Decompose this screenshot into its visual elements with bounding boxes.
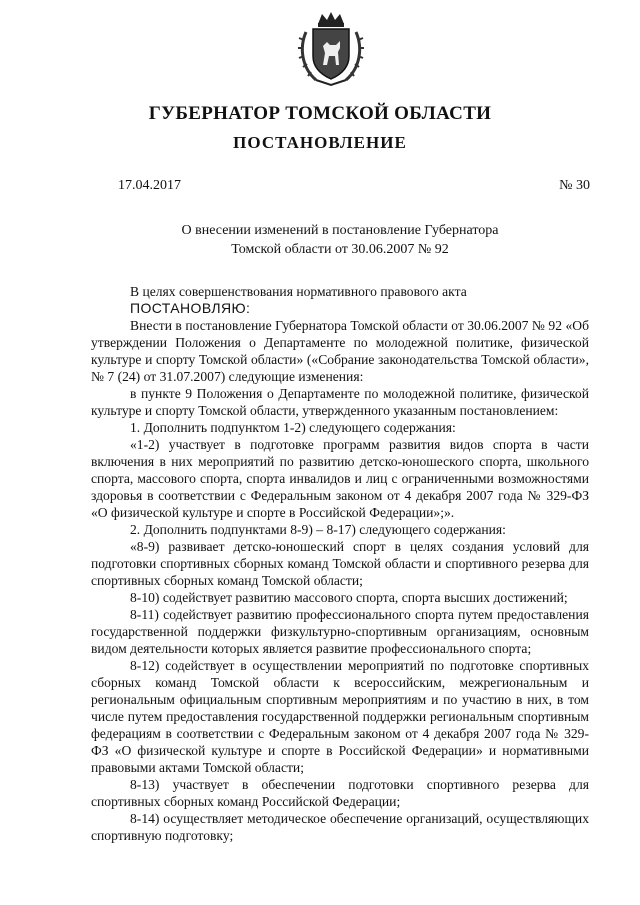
subject-line-1: О внесении изменений в постановление Губернатора bbox=[181, 223, 499, 238]
decree-number: № 30 bbox=[559, 178, 590, 193]
subitem-8-9-paragraph: «8-9) развивает детско-юношеский спорт в целях создания условий для подготовки спортивных сборных команд Томской области и спортивного резерва для спортивных сборных команд Томской области; bbox=[91, 539, 589, 588]
decree-title: ПОСТАНОВЛЕНИЕ bbox=[233, 133, 407, 152]
item-1-heading: 1. Дополнить подпунктом 1-2) следующего содержания: bbox=[130, 420, 456, 435]
governor-title: ГУБЕРНАТОР ТОМСКОЙ ОБЛАСТИ bbox=[148, 103, 492, 124]
subject-line-2: Томской области от 30.06.2007 № 92 bbox=[231, 242, 449, 257]
decree-subject bbox=[140, 221, 540, 259]
decree-date: 17.04.2017 bbox=[118, 178, 181, 193]
subitem-8-13-paragraph: 8-13) участвует в обеспечении подготовки спортивного резерва для спортивных сборных команд Российской Федерации; bbox=[91, 777, 589, 809]
subitem-8-10-paragraph: 8-10) содействует развитию массового спорта, спорта высших достижений; bbox=[130, 590, 568, 605]
amendment-intro-paragraph: Внести в постановление Губернатора Томской области от 30.06.2007 № 92 «Об утверждении Положения о Департаменте по молодежной политике, физической культуре и спорту Томской области» («Собрание законодательства Томской области», № 7 (24) от 31.07.2007) следующие изменения: bbox=[91, 318, 589, 384]
decree-body bbox=[91, 283, 589, 844]
item-2-heading: 2. Дополнить подпунктами 8-9) – 8-17) следующего содержания: bbox=[130, 522, 506, 537]
subitem-1-2-paragraph: «1-2) участвует в подготовке программ развития видов спорта в части включения в них мероприятий по развитию детско-юношеского спорта, школьного спорта, массового спорта, спорта инвалидов и лиц с ограниченными возможностями здоровья в соответствии с Федеральным законом от 4 декабря 2007 года № 329-ФЗ «О физической культуре и спорте в Российской Федерации»;». bbox=[91, 437, 589, 520]
preamble-paragraph: В целях совершенствования нормативного правового акта bbox=[130, 284, 467, 299]
resolve-word: ПОСТАНОВЛЯЮ: bbox=[130, 300, 251, 316]
coat-of-arms-icon bbox=[296, 10, 366, 88]
subitem-8-11-paragraph: 8-11) содействует развитию профессионального спорта путем предоставления государственной поддержки физкультурно-спортивным организациям, основным видом деятельности которых является развитие профессионального спорта; bbox=[91, 607, 589, 656]
subitem-8-12-paragraph: 8-12) содействует в осуществлении мероприятий по подготовке спортивных сборных команд Томской области к всероссийским, межрегиональным и региональным официальным спортивным мероприятиям и по участию в них, в том числе путем предоставления государственной поддержки региональным спортивным федерациям в соответствии с Федеральным законом от 4 декабря 2007 года № 329-ФЗ «О физической культуре и спорте в Российской Федерации» и нормативными правовыми актами Томской области; bbox=[91, 658, 589, 775]
subitem-8-14-paragraph: 8-14) осуществляет методическое обеспечение организаций, осуществляющих спортивную подготовку; bbox=[91, 811, 589, 843]
clause-9-paragraph: в пункте 9 Положения о Департаменте по молодежной политике, физической культуре и спорту Томской области, утвержденного указанным постановлением: bbox=[91, 386, 589, 418]
